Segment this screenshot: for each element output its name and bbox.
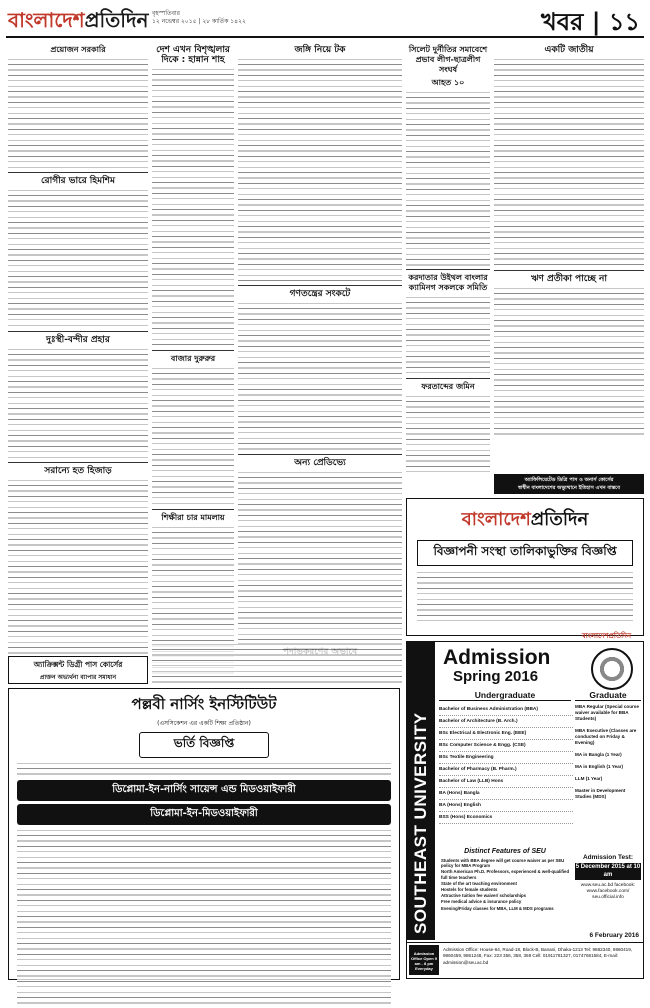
admission-test-info xyxy=(575,854,641,901)
program-item: BSc Electrical & Electronic Eng. (EEE) xyxy=(439,728,573,740)
headline: দেশ এখন বিশৃঙ্খলার দিকে : হান্নান শাহ xyxy=(156,45,230,65)
headline: আহত ১০ xyxy=(431,78,465,87)
program-item: LLM (1 Year) xyxy=(575,776,603,781)
article-body xyxy=(494,57,644,267)
headline: সরান্যে হত হিজাড় xyxy=(44,466,112,476)
graduate-program-list xyxy=(575,704,641,806)
web-links: www.seu.ac.bd facebook: www.facebook.com/ seu.official.info xyxy=(580,883,636,900)
article-body xyxy=(238,470,402,640)
undergraduate-program-list xyxy=(439,704,573,824)
admission-title: Admission xyxy=(443,646,551,669)
program-item: Bachelor of Law (LLB) Hons xyxy=(439,776,573,788)
headline: রোগীর ভারে হিমশিম xyxy=(41,176,115,186)
institute-name: পল্লবী নার্সিং ইনস্টিটিউট xyxy=(131,695,277,713)
article-body xyxy=(494,286,644,436)
ad-headline: অ্যাক্রিক্সন্ট ডিগ্রী পাস কোর্সের xyxy=(33,660,123,669)
features-heading: Distinct Features of SEU xyxy=(464,848,546,855)
features-list xyxy=(441,858,573,912)
article-body xyxy=(238,301,402,451)
graduate-header: Graduate xyxy=(575,690,641,701)
column-4 xyxy=(406,42,490,472)
article-body xyxy=(8,478,148,668)
column-2 xyxy=(152,42,234,682)
headline: একটি জাতীয় xyxy=(544,45,594,55)
headline: ফরতাব্দের জমিন xyxy=(421,382,475,391)
article-body xyxy=(406,394,490,474)
masthead xyxy=(6,4,644,38)
headline: দুঃস্থী-বন্দীর প্রহার xyxy=(46,335,110,345)
article-body xyxy=(8,347,148,459)
program-item: Bachelor of Pharmacy (B. Pharm.) xyxy=(439,764,573,776)
program-item: MA in English (1 Year) xyxy=(575,764,623,769)
ad-body-text xyxy=(17,761,391,777)
article-body xyxy=(8,188,148,328)
degree-pass-ad xyxy=(8,656,148,684)
program-item: MA in Bangla (1 Year) xyxy=(575,752,622,757)
newspaper-logo: বাংলাদেশপ্রতিদিন xyxy=(461,509,589,530)
contact-footer xyxy=(407,942,643,978)
admission-notice-title: ভর্তি বিজ্ঞপ্তি xyxy=(139,732,269,758)
contact-address: Admission Office: House-64, Road-18, Block-B, Banani, Dhaka-1213 Tel: 9882340, 9860419, 9860459, 9861248, Fax: 223 356, 358, 359 Cell: 01911781327, 01747681584, E-mail: admission@seu.ac.bd xyxy=(443,947,633,965)
article-body xyxy=(152,366,234,506)
article-body xyxy=(8,57,148,169)
feature-item: Free medical advice & insurance policy xyxy=(441,899,522,905)
program-item: BA (Hons) Bangla xyxy=(439,788,573,800)
feature-item: North American Ph.D. Professors, experienced & well-qualified full time teachers xyxy=(441,869,570,880)
program-item: BSS (Hons) Economics xyxy=(439,812,573,824)
southeast-university-ad xyxy=(406,641,644,979)
section-title: খবর | ১১ xyxy=(541,8,640,36)
feature-item: State of the art teaching environment xyxy=(441,880,517,886)
notice-body xyxy=(417,570,633,626)
class-start-date: 6 February 2016 xyxy=(589,932,639,939)
university-name-vertical: SOUTHEAST UNIVERSITY xyxy=(407,642,435,940)
headline: করদাতার উইথল বাংলার ক্যামিনগ সকলকে সমিতি xyxy=(408,273,488,292)
newspaper-logo: বাংলাদেশপ্রতিদিন xyxy=(8,8,149,32)
strip-ad-line-2: স্বাধীন বাংলাদেশের অভ্যুত্থানে ইতিহাস এখন বাস্তবে xyxy=(518,485,620,491)
article-body xyxy=(152,67,234,347)
headline: গণতন্ত্রের সংকটে xyxy=(289,289,351,299)
feature-item: Evening/Friday classes for MBA, LLM & MDS programs xyxy=(441,905,554,911)
feature-item: Students with BBA degree will get course waiver as per SEU policy for MBA Program xyxy=(441,858,565,869)
article-body xyxy=(406,90,490,266)
column-1 xyxy=(8,42,148,624)
office-hours: Admission Office Open 9 am - 8 pm Everyday xyxy=(409,945,439,975)
program-item: Bachelor of Business Administration (BBA) xyxy=(439,704,573,716)
article-body xyxy=(238,57,402,282)
nursing-institute-ad xyxy=(8,688,400,980)
university-crest-icon xyxy=(591,648,633,690)
headline: বাজার দুরুরুর xyxy=(170,354,216,363)
article-body xyxy=(406,295,490,375)
headline: জঙ্গি নিয়ে টক xyxy=(294,45,346,55)
feature-item: Attractive tuition fee waiver/ scholarships xyxy=(441,893,527,899)
program-item: BSc Computer Science & Engg. (CSE) xyxy=(439,740,573,752)
course-nursing-science: ডিপ্লোমা-ইন-নার্সিং সায়েন্স এন্ড মিডওয়াইফারী xyxy=(17,780,391,801)
headline: সিলেট দুর্নীতির সমাবেশে প্রভাব লীগ-ছাত্রলীগ সংঘর্ষ xyxy=(408,45,488,74)
ad-body-text xyxy=(17,828,391,1008)
advertising-agency-notice xyxy=(406,498,644,640)
course-midwifery: ডিপ্লোমা-ইন-মিডওয়াইফারী xyxy=(17,804,391,825)
program-item: MBA Regular (Special course waiver available for BBA Students) xyxy=(575,704,639,721)
strip-ad-line-1: অ্যাফিলিয়েটেড ডিগ্রি পাস ও অনার্স কোর্সের xyxy=(524,477,614,483)
notice-signature: বাংলাদেশপ্রতিদিন xyxy=(581,631,631,640)
admission-test-heading: Admission Test: xyxy=(582,854,634,861)
admission-test-date: 5 December 2015 at 10 am xyxy=(575,863,641,880)
headline: ঋণ প্রতীকা পাচ্ছে না xyxy=(530,274,608,284)
program-item: Master in Development Studies (MDS) xyxy=(575,788,626,799)
program-item: BSc Textile Engineering xyxy=(439,752,573,764)
program-item: BA (Hons) English xyxy=(439,800,573,812)
degree-course-strip-ad xyxy=(494,474,644,494)
column-3 xyxy=(238,42,402,682)
headline: শিক্ষীরা চার মামলায় xyxy=(161,513,225,522)
headline: অন্য প্রেডিভ্যে xyxy=(294,458,346,468)
column-5 xyxy=(494,42,644,472)
program-item: Bachelor of Architecture (B. Arch.) xyxy=(439,716,573,728)
ad-subheadline: প্রাক্তন অভ্যর্থনা ব্যাপার সমাধান xyxy=(39,674,117,681)
dateline: বৃহস্পতিবার ১২ নভেম্বর ২০১৫ | ২৮ কার্তিক ১৪২২ xyxy=(152,10,246,25)
feature-item: Hostels for female students xyxy=(441,887,498,893)
institute-subtitle: (এসসিকেশন এর একটি শিক্ষা প্রতিষ্ঠান) xyxy=(157,720,251,727)
program-item: MBA Executive (Classes are conducted on Friday & Evening) xyxy=(575,728,637,745)
article-body xyxy=(152,642,402,686)
headline: প্রয়োজন সরকারি xyxy=(50,45,106,54)
undergraduate-header: Undergraduate xyxy=(439,690,571,701)
notice-title: বিজ্ঞাপনী সংস্থা তালিকাভুক্তির বিজ্ঞপ্তি xyxy=(417,540,633,566)
admission-semester: Spring 2016 xyxy=(453,668,539,685)
